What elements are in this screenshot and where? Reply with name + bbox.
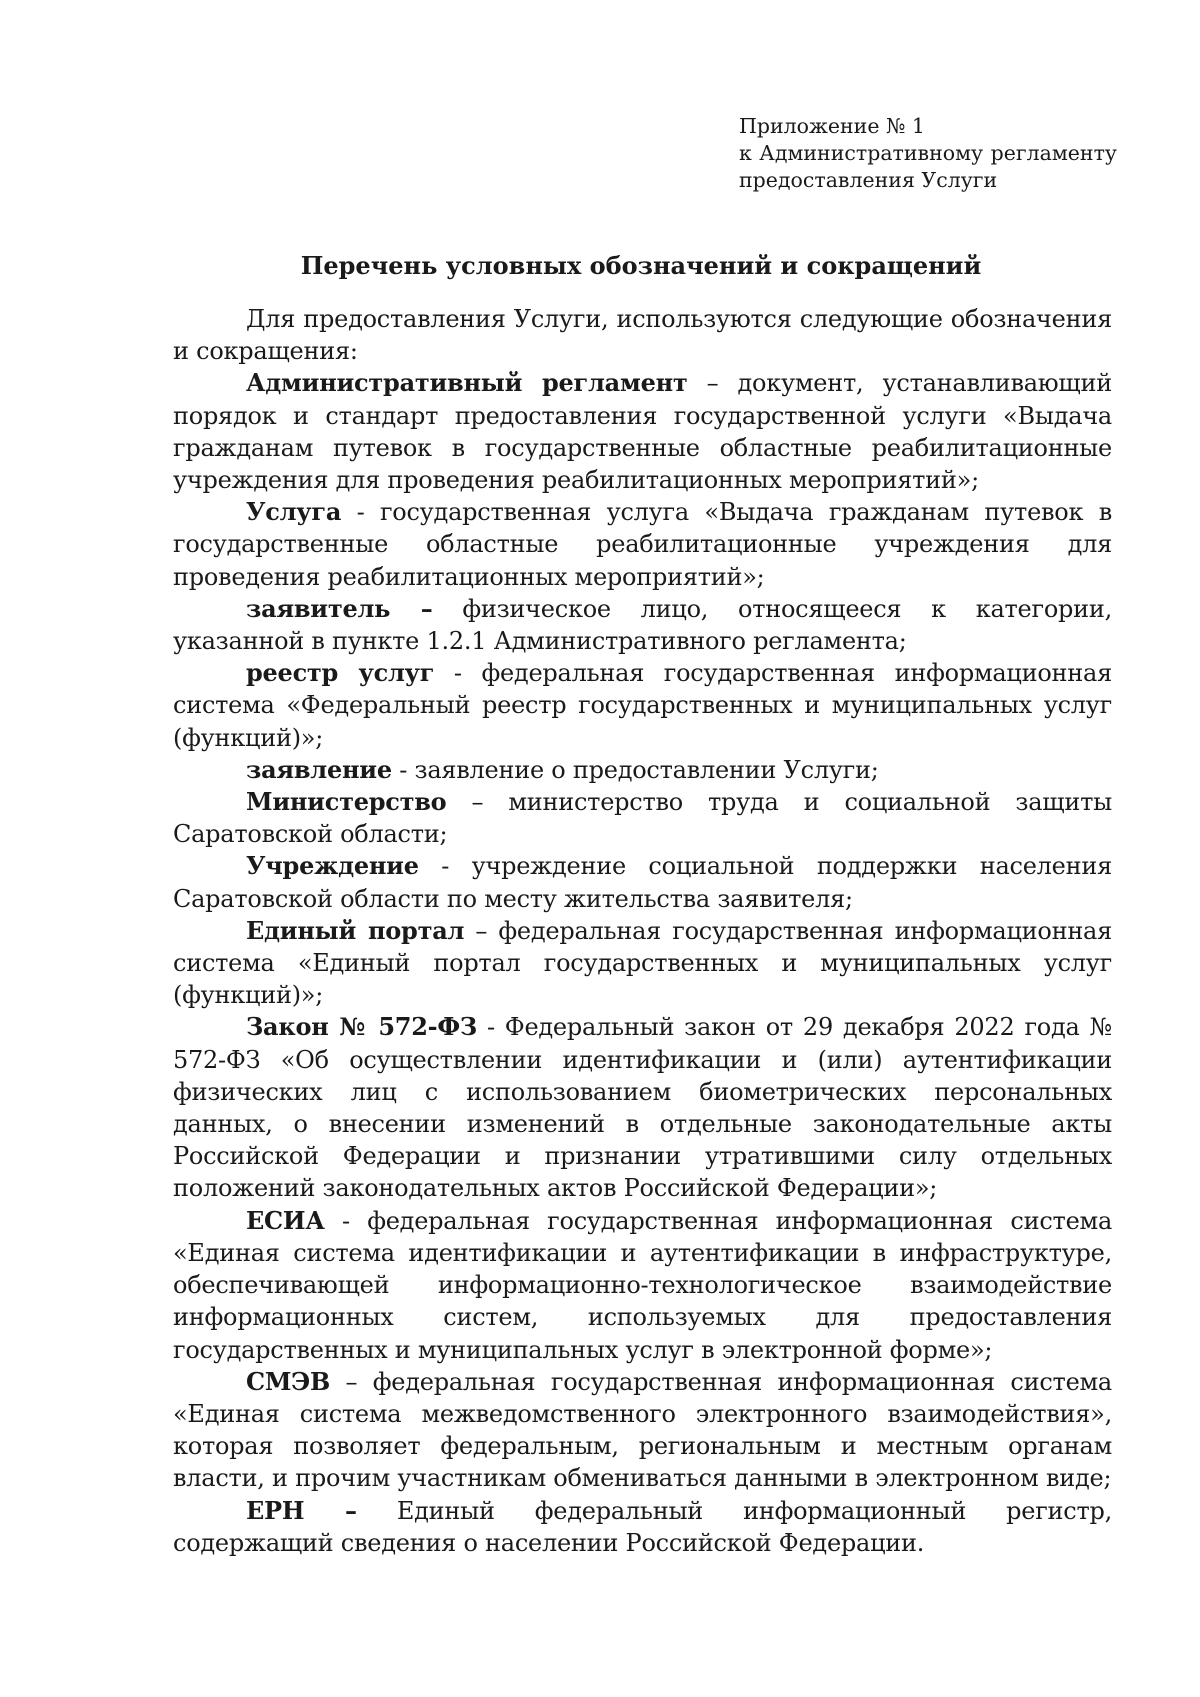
definition-separator: – xyxy=(446,788,509,817)
definition-text: министерство труда и социальной защиты Саратовской области; xyxy=(173,788,1112,849)
definition-separator: - xyxy=(391,755,415,784)
definition-separator: - xyxy=(418,852,472,881)
annex-header xyxy=(739,113,1119,194)
definition-text: федеральная государственная информационная система «Федеральный реестр государственных и муниципальных услуг (функций)»; xyxy=(173,659,1112,752)
definition-term: заявление xyxy=(246,754,392,784)
definition-separator: - xyxy=(476,1013,505,1042)
definition-item xyxy=(173,1205,1112,1366)
definition-text: заявление о предоставлении Услуги; xyxy=(414,755,879,784)
annex-number: Приложение № 1 xyxy=(739,114,925,138)
definition-separator: – xyxy=(330,1367,373,1396)
definition-text: Федеральный закон от 29 декабря 2022 года № 572-ФЗ «Об осуществлении идентификации и (или) аутентификации физических лиц с использованием биометрических персональных данных, о внесении изменений в отдельные законодательные акты Российской Федерации и признании утратившими силу отдельных положений законодательных актов Российской Федерации»; xyxy=(173,1013,1112,1203)
definition-term: заявитель – xyxy=(246,593,433,623)
document-title: Перечень условных обозначений и сокращений xyxy=(300,251,982,280)
definition-item xyxy=(173,367,1112,496)
definition-text: государственная услуга «Выдача гражданам путевок в государственные областные реабилитационные учреждения для проведения реабилитационных мероприятий»; xyxy=(173,498,1112,591)
definition-text: Единый федеральный информационный регистр, содержащий сведения о населении Российской Федерации. xyxy=(173,1496,1112,1557)
definition-item xyxy=(173,754,1112,786)
annex-reference: к Административному регламенту xyxy=(739,141,1117,165)
definition-term: Министерство xyxy=(246,787,447,817)
definition-term: реестр услуг xyxy=(246,658,435,688)
definition-separator: – xyxy=(464,916,499,945)
definition-item xyxy=(173,915,1112,1012)
definition-item xyxy=(173,657,1112,754)
definition-item xyxy=(173,1366,1112,1495)
definition-term: Учреждение xyxy=(246,851,419,881)
definition-term: Административный регламент xyxy=(246,368,688,398)
definition-separator: - xyxy=(341,498,380,527)
definition-text: федеральная государственная информационная система «Единая система межведомственного электронного взаимодействия», которая позволяет федеральным, региональным и местным органам власти, и прочим участникам обмениваться данными в электронном виде; xyxy=(173,1367,1112,1493)
definition-item xyxy=(173,593,1112,657)
definition-term: Единый портал xyxy=(246,915,465,945)
document-body xyxy=(173,303,1112,1559)
definition-text: физическое лицо, относящееся к категории, указанной в пункте 1.2.1 Административного регламента; xyxy=(173,594,1112,656)
definition-separator xyxy=(432,595,462,623)
definition-item xyxy=(173,496,1112,593)
definition-text: учреждение социальной поддержки населения Саратовской области по месту жительства заявителя; xyxy=(173,852,1112,913)
definition-text: федеральная государственная информационная система «Единая система идентификации и аутентификации в инфраструктуре, обеспечивающей информационно-технологическое взаимодействие информационных систем, используемых для предоставления государственных и муниципальных услуг в электронной форме»; xyxy=(173,1206,1113,1364)
definition-separator: - xyxy=(324,1206,368,1235)
intro-paragraph: Для предоставления Услуги, используются следующие обозначения и сокращения: xyxy=(173,305,1112,366)
definition-item xyxy=(173,786,1112,850)
definition-term: Закон № 572-ФЗ xyxy=(246,1012,477,1042)
definition-separator: – xyxy=(687,369,738,398)
definition-separator: - xyxy=(434,659,482,688)
annex-subject: предоставления Услуги xyxy=(739,168,998,192)
definition-term: ЕРН – xyxy=(246,1495,357,1525)
definition-text: документ, устанавливающий порядок и стандарт предоставления государственной услуги «Выдача гражданам путевок в государственные областные реабилитационные учреждения для проведения реабилитационных мероприятий»; xyxy=(173,369,1112,495)
definition-text: федеральная государственная информационная система «Единый портал государственных и муниципальных услуг (функций)»; xyxy=(173,916,1113,1010)
definition-term: ЕСИА xyxy=(246,1205,325,1235)
definition-item xyxy=(173,850,1112,914)
definition-separator xyxy=(357,1497,397,1525)
definition-term: СМЭВ xyxy=(246,1366,331,1396)
definition-item xyxy=(173,1495,1112,1559)
definition-item xyxy=(173,1011,1112,1204)
definition-term: Услуга xyxy=(246,497,342,527)
